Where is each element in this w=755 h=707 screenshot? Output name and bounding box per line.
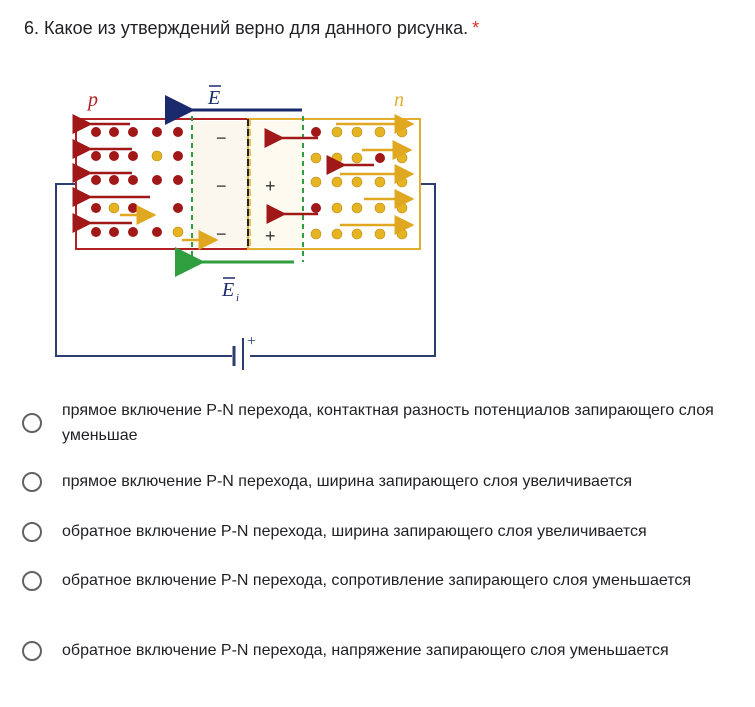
plus-charge-3: +: [265, 226, 276, 246]
field-Ei-subscript: i: [236, 292, 240, 304]
option-label-2[interactable]: прямое включение P-N перехода, ширина запирающего слоя увеличивается: [62, 473, 633, 490]
depletion-zone-n: [249, 121, 303, 247]
option-5[interactable]: [22, 638, 742, 663]
p-label: p: [88, 89, 98, 111]
option-3[interactable]: [22, 519, 742, 544]
minus-charge-3: −: [216, 224, 227, 244]
field-Ei-label: E: [222, 279, 235, 301]
radio-button-2[interactable]: [22, 472, 42, 492]
option-label-3[interactable]: обратное включение P-N перехода, ширина запирающего слоя увеличивается: [62, 523, 647, 540]
battery-plus-label: +: [247, 333, 257, 350]
plus-charge-2: +: [265, 176, 276, 196]
radio-button-1[interactable]: [22, 413, 42, 433]
option-label-5[interactable]: обратное включение P-N перехода, напряжение запирающего слоя уменьшается: [62, 642, 669, 659]
minus-charge-1: −: [216, 128, 227, 148]
required-asterisk: *: [472, 18, 480, 38]
pn-junction-figure: [40, 72, 440, 377]
question-title: [24, 16, 479, 40]
option-label-1[interactable]: прямое включение P-N перехода, контактная разность потенциалов запирающего слоя уменьшае: [62, 402, 714, 444]
radio-button-3[interactable]: [22, 522, 42, 542]
option-4[interactable]: [22, 568, 742, 593]
option-1[interactable]: [22, 398, 742, 448]
option-2[interactable]: [22, 469, 742, 494]
n-label: n: [394, 89, 404, 111]
minus-charge-2: −: [216, 176, 227, 196]
radio-button-4[interactable]: [22, 571, 42, 591]
radio-button-5[interactable]: [22, 641, 42, 661]
plus-charge-1: +: [265, 130, 276, 150]
field-E-label: E: [208, 87, 221, 109]
pn-junction-diagram: [40, 72, 440, 372]
option-label-4[interactable]: обратное включение P-N перехода, сопротивление запирающего слоя уменьшается: [62, 572, 692, 589]
question-text: 6. Какое из утверждений верно для данного рисунка.: [24, 18, 469, 38]
